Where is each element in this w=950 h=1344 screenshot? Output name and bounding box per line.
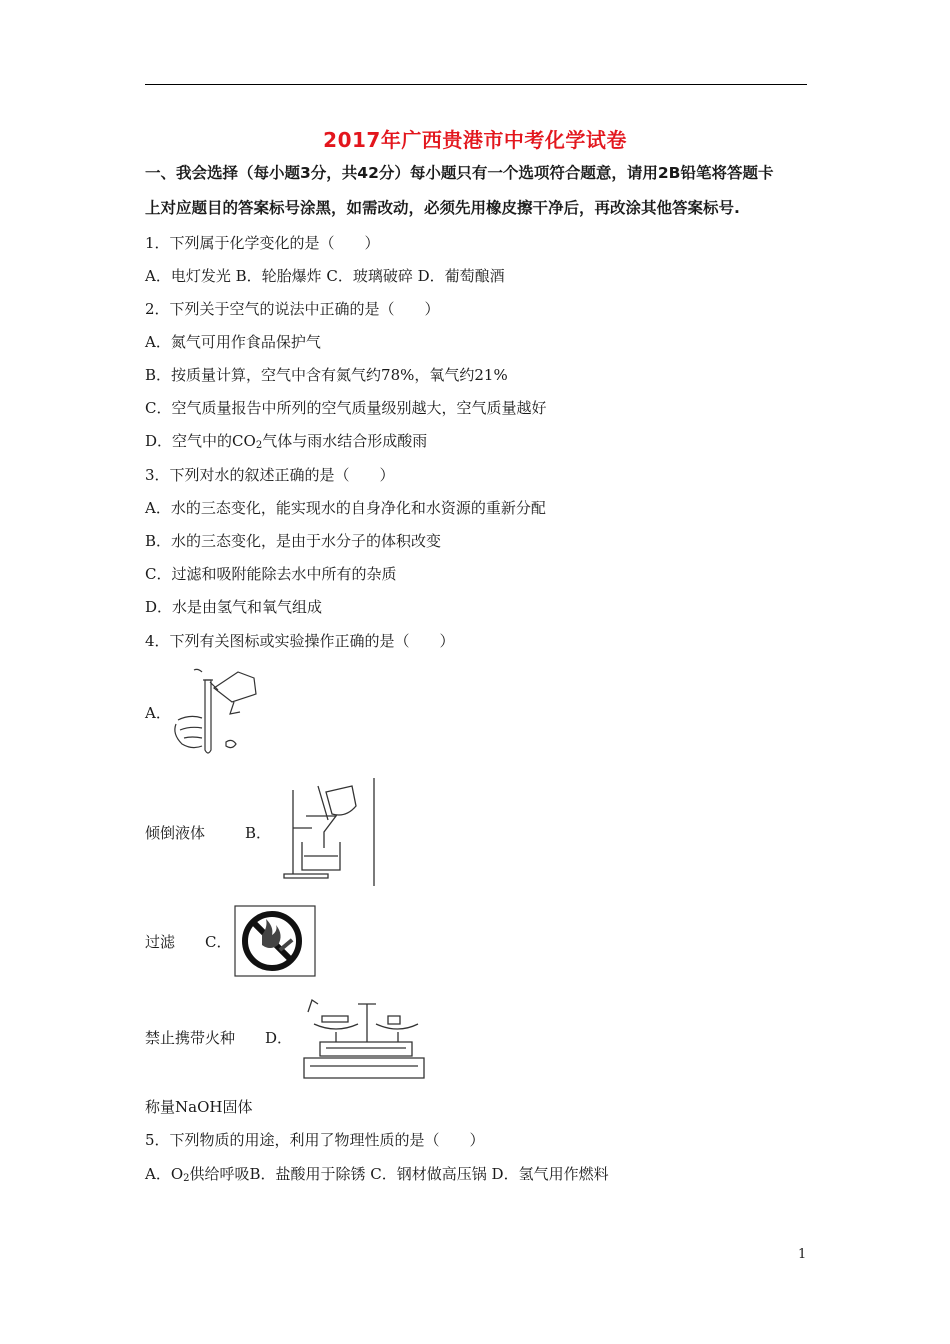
q4-option-a-label: A． — [145, 704, 171, 722]
q5-stem: 5．下列物质的用途，利用了物理性质的是（ ） — [145, 1131, 485, 1149]
q3-option-a: A．水的三态变化，能实现水的自身净化和水资源的重新分配 — [145, 499, 546, 517]
balance-scale-illustration — [300, 994, 426, 1082]
page-number: 1 — [798, 1247, 807, 1262]
q3-option-c: C．过滤和吸附能除去水中所有的杂质 — [145, 565, 397, 583]
q3-option-d: D．水是由氢气和氧气组成 — [145, 598, 323, 616]
page-title: 2017年广西贵港市中考化学试卷 — [323, 128, 627, 152]
q1-stem: 1．下列属于化学变化的是（ ） — [145, 234, 380, 252]
q2-option-c: C．空气质量报告中所列的空气质量级别越大，空气质量越好 — [145, 399, 547, 417]
q2-stem: 2．下列关于空气的说法中正确的是（ ） — [145, 300, 440, 318]
section-instruction-line1: 一、我会选择（每小题3分，共42分）每小题只有一个选项符合题意，请用2B铅笔将答题卡 — [145, 164, 774, 182]
q4-option-b-caption: 过滤 C． — [145, 933, 232, 951]
q4-option-c-caption: 禁止携带火种 D． — [145, 1029, 293, 1047]
q3-stem: 3．下列对水的叙述正确的是（ ） — [145, 466, 395, 484]
q1-options: A．电灯发光 B．轮胎爆炸 C．玻璃破碎 D．葡萄酿酒 — [145, 267, 505, 285]
q5-options: A．$O_2$供给呼吸B．盐酸用于除锈 C．钢材做高压锅 D．氢气用作燃料 — [145, 1165, 609, 1184]
filtration-illustration — [266, 778, 376, 886]
no-fire-sign-icon — [234, 905, 316, 977]
section-instruction-line2: 上对应题目的答案标号涂黑，如需改动，必须先用橡皮擦干净后，再改涂其他答案标号. — [145, 199, 740, 217]
q2-option-b: B．按质量计算，空气中含有氮气约78%，氧气约21% — [145, 366, 508, 384]
q2-option-d: D．空气中的$CO_2$气体与雨水结合形成酸雨 — [145, 432, 428, 451]
q4-option-d-caption: 称量NaOH固体 — [145, 1098, 253, 1116]
q4-stem: 4．下列有关图标或实验操作正确的是（ ） — [145, 632, 455, 650]
q2-option-a: A．氮气可用作食品保护气 — [145, 333, 321, 351]
q3-option-b: B．水的三态变化，是由于水分子的体积改变 — [145, 532, 442, 550]
q4-option-a-caption: 倾倒液体 B． — [145, 824, 272, 842]
pouring-liquid-illustration — [170, 668, 270, 758]
header-rule — [145, 84, 807, 85]
